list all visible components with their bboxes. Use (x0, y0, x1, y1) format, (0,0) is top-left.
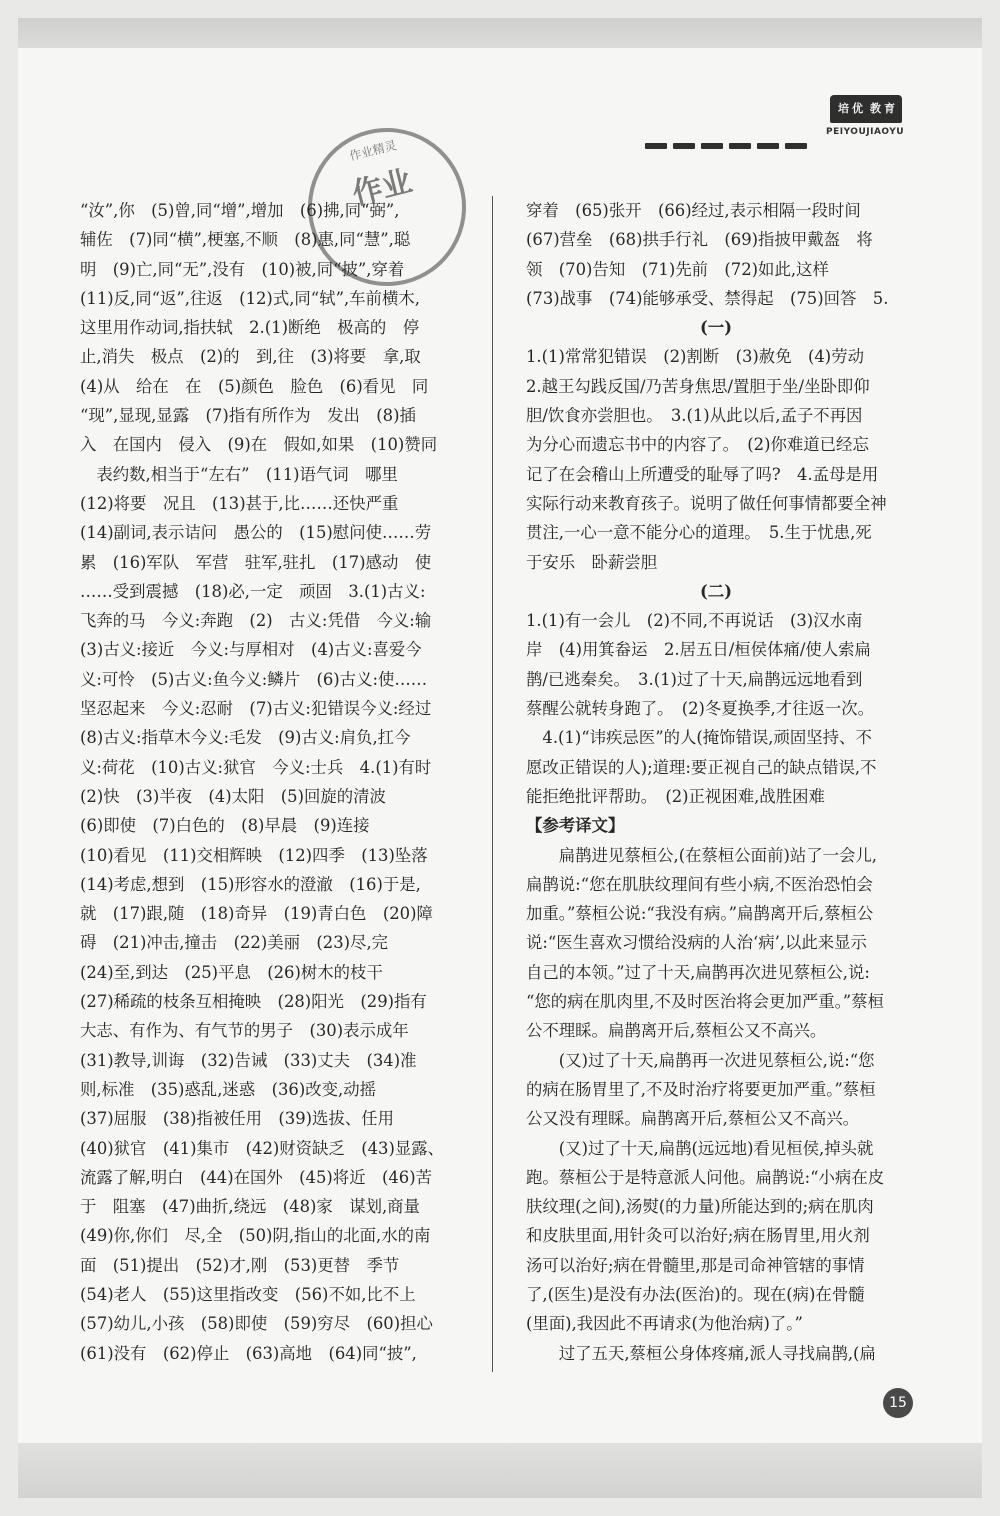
text-line: 穿着 (65)张开 (66)经过,表示相隔一段时间 (526, 201, 861, 220)
text-line: 坚忍起来 今义:忍耐 (7)古义:犯错误今义:经过 (80, 699, 432, 719)
bottom-band (18, 1443, 982, 1498)
text-line: (40)狱官 (41)集市 (42)财资缺乏 (43)显露、 (80, 1138, 445, 1158)
stamp-sub: 作业精灵 (347, 138, 398, 164)
text-line: 和皮肤里面,用针灸可以治好;病在肠胃里,用火剂 (526, 1226, 870, 1246)
text-line: (又)过了十天,扁鹊(远远地)看见桓侯,掉头就 (526, 1138, 874, 1158)
text-line: 则,标准 (35)惑乱,迷惑 (36)改变,动摇 (80, 1079, 376, 1099)
top-band (18, 18, 982, 48)
right-column (526, 196, 906, 1368)
text-line: (54)老人 (55)这里指改变 (56)不如,比不上 (80, 1284, 416, 1304)
text-line: (11)反,同“返”,往返 (12)式,同“轼”,车前横木, (80, 288, 420, 308)
header-dash-decoration (645, 134, 813, 153)
text-line: 记了在会稽山上所遭受的耻辱了吗? 4.孟母是用 (526, 464, 879, 484)
text-line: 面 (51)提出 (52)才,刚 (53)更替 季节 (80, 1255, 400, 1275)
logo-text: PEIYOUJIAOYU (826, 127, 905, 137)
logo-char: 培 (838, 102, 849, 115)
text-line: 义:荷花 (10)古义:狱官 今义:士兵 4.(1)有时 (80, 757, 432, 777)
text-line: 了,(医生)是没有办法(医治)的。现在(病)在骨髓 (526, 1284, 865, 1304)
text-line: 流露了解,明白 (44)在国外 (45)将近 (46)苦 (80, 1167, 433, 1187)
text-line: “现”,显现,显露 (7)指有所作为 发出 (8)插 (80, 406, 416, 426)
stamp-main: 作业 (348, 163, 416, 213)
text-line: (14)副词,表示诘问 愚公的 (15)慰问使……劳 (80, 523, 432, 543)
text-line: 明 (9)亡,同“无”,没有 (10)被,同“披”,穿着 (80, 259, 405, 279)
text-line: 鹊/已逃秦矣。 3.(1)过了十天,扁鹊远远地看到 (526, 669, 863, 689)
text-line: 表约数,相当于“左右” (11)语气词 哪里 (80, 464, 398, 484)
column-divider (492, 196, 493, 1372)
text-line: 这里用作动词,指扶轼 2.(1)断绝 极高的 停 (80, 318, 420, 338)
text-line: (37)屈服 (38)指被任用 (39)选拔、任用 (80, 1109, 395, 1129)
text-line: 1.(1)常常犯错误 (2)割断 (3)赦免 (4)劳动 (526, 347, 864, 367)
text-line: (24)至,到达 (25)平息 (26)树木的枝干 (80, 962, 383, 982)
text-line: 的病在肠胃里了,不及时治疗将要更加严重。”蔡桓 (526, 1079, 876, 1099)
text-line: 过了五天,蔡桓公身体疼痛,派人寻找扁鹊,(扁 (526, 1343, 876, 1363)
text-line: (73)战事 (74)能够承受、禁得起 (75)回答 5. (526, 288, 889, 308)
text-line: (61)没有 (62)停止 (63)高地 (64)同“披”, (80, 1343, 417, 1363)
text-line: (8)古义:指草木今义:毛发 (9)古义:肩负,扛今 (80, 728, 411, 748)
text-line: (67)营垒 (68)拱手行礼 (69)指披甲戴盔 将 (526, 230, 873, 250)
text-line: 公不理睬。扁鹊离开后,蔡桓公又不高兴。 (526, 1021, 827, 1041)
logo-char: 育 (884, 102, 895, 115)
text-line: (14)考虑,想到 (15)形容水的澄澈 (16)于是, (80, 874, 421, 894)
text-line: 说:“医生喜欢习惯给没病的人治‘病’,以此来显示 (526, 933, 867, 953)
text-line: (57)幼儿,小孩 (58)即使 (59)穷尽 (60)担心 (80, 1314, 433, 1334)
text-line: (12)将要 况且 (13)甚于,比……还快严重 (80, 493, 399, 513)
section-heading: (二) (700, 581, 732, 601)
text-line: ……受到震撼 (18)必,一定 顽固 3.(1)古义: (80, 581, 426, 601)
text-line: 碍 (21)冲击,撞击 (22)美丽 (23)尽,完 (80, 933, 389, 953)
text-line: 汤可以治好;病在骨髓里,那是司命神管辖的事情 (526, 1255, 865, 1275)
text-line: 于 阻塞 (47)曲折,绕远 (48)家 谋划,商量 (80, 1197, 420, 1217)
logo-char: 教 (870, 102, 881, 115)
text-line: 蔡醒公就转身跑了。 (2)冬夏换季,才往返一次。 (526, 699, 875, 719)
text-line: 胆/饮食亦尝胆也。 3.(1)从此以后,孟子不再因 (526, 406, 863, 426)
text-line: 大志、有作为、有气节的男子 (30)表示成年 (80, 1021, 409, 1041)
text-line: 就 (17)跟,随 (18)奇异 (19)青白色 (20)障 (80, 904, 433, 924)
text-line: 4.(1)“讳疾忌医”的人(掩饰错误,顽固坚持、不 (526, 728, 872, 748)
logo-char: 优 (852, 102, 863, 115)
text-line: 扁鹊进见蔡桓公,(在蔡桓公面前)站了一会儿, (526, 845, 878, 865)
page-number: 15 (883, 1388, 913, 1418)
text-line: (6)即使 (7)白色的 (8)早晨 (9)连接 (80, 816, 370, 836)
text-line: 飞奔的马 今义:奔跑 (2) 古义:凭借 今义:输 (80, 611, 432, 631)
text-line: 加重。”蔡桓公说:“我没有病。”扁鹊离开后,蔡桓公 (526, 904, 874, 924)
text-line: 入 在国内 侵入 (9)在 假如,如果 (10)赞同 (80, 435, 438, 455)
text-line: 能拒绝批评帮助。 (2)正视困难,战胜困难 (526, 786, 825, 806)
text-line: (4)从 给在 在 (5)颜色 脸色 (6)看见 同 (80, 376, 429, 396)
text-line: (10)看见 (11)交相辉映 (12)四季 (13)坠落 (80, 845, 428, 865)
text-line: 于安乐 卧薪尝胆 (526, 552, 658, 572)
text-line: (49)你,你们 尽,全 (50)阴,指山的北面,水的南 (80, 1226, 431, 1246)
text-line: (又)过了十天,扁鹊再一次进见蔡桓公,说:“您 (526, 1050, 875, 1070)
text-line: 自己的本领。”过了十天,扁鹊再次进见蔡桓公,说: (526, 962, 870, 982)
translation-heading: 【参考译文】 (526, 816, 625, 836)
text-line: (3)古义:接近 今义:与厚相对 (4)古义:喜爱今 (80, 640, 422, 660)
text-line: “汝”,你 (5)曾,同“增”,增加 (6)拂,同“弼”, (80, 201, 400, 220)
text-line: 止,消失 极点 (2)的 到,往 (3)将要 拿,取 (80, 347, 421, 367)
text-line: (27)稀疏的枝条互相掩映 (28)阳光 (29)指有 (80, 992, 427, 1012)
text-line: 跑。蔡桓公于是特意派人问他。扁鹊说:“小病在皮 (526, 1167, 885, 1187)
text-line: 1.(1)有一会儿 (2)不同,不再说话 (3)汉水南 (526, 611, 863, 631)
text-line: “您的病在肌肉里,不及时医治将会更加严重。”蔡桓 (526, 992, 884, 1012)
text-line: 义:可怜 (5)古义:鱼今义:鳞片 (6)古义:使…… (80, 669, 428, 689)
text-line: 公又没有理睬。扁鹊离开后,蔡桓公又不高兴。 (526, 1109, 860, 1129)
left-column (80, 196, 480, 1368)
text-line: (2)快 (3)半夜 (4)太阳 (5)回旋的清波 (80, 786, 386, 806)
book-icon (830, 95, 902, 123)
text-line: 2.越王勾践反国/乃苦身焦思/置胆于坐/坐卧即仰 (526, 376, 870, 396)
text-line: 实际行动来教育孩子。说明了做任何事情都要全神 (526, 493, 887, 513)
section-heading: (一) (700, 318, 732, 338)
text-line: 累 (16)军队 军营 驻军,驻扎 (17)感动 使 (80, 552, 432, 572)
text-line: 贯注,一心一意不能分心的道理。 5.生于忧患,死 (526, 523, 872, 543)
text-line: 肤纹理(之间),汤熨(的力量)所能达到的;病在肌肉 (526, 1197, 874, 1217)
text-line: 为分心而遗忘书中的内容了。 (2)你难道已经忘 (526, 435, 869, 455)
text-line: 岸 (4)用箕畚运 2.居五日/桓侯体痛/使人索扁 (526, 640, 871, 660)
text-line: 愿改正错误的人);道理:要正视自己的缺点错误,不 (526, 757, 877, 777)
publisher-logo (826, 95, 906, 143)
text-line: 扁鹊说:“您在肌肤纹理间有些小病,不医治恐怕会 (526, 874, 873, 894)
text-line: 辅佐 (7)同“横”,梗塞,不顺 (8)惠,同“慧”,聪 (80, 230, 411, 250)
text-line: (31)教导,训诲 (32)告诫 (33)丈夫 (34)准 (80, 1050, 417, 1070)
text-line: (里面),我因此不再请求(为他治病)了。” (526, 1314, 803, 1334)
text-line: 领 (70)告知 (71)先前 (72)如此,这样 (526, 259, 829, 279)
